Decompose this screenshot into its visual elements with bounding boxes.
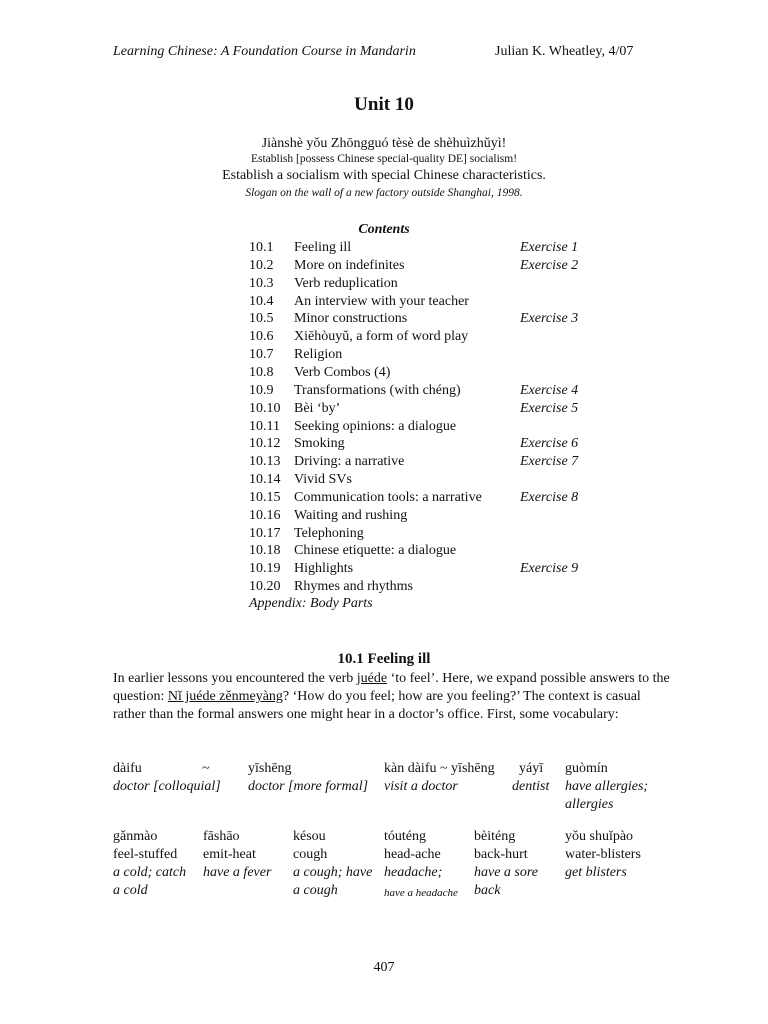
vocab-pinyin: gǎnmào — [113, 829, 158, 844]
contents-item — [249, 364, 649, 382]
page-number: 407 — [373, 960, 395, 975]
vocab-literal: head-ache — [384, 847, 441, 862]
contents-item-title: Waiting and rushing — [294, 507, 408, 523]
contents-item-exercise: Exercise 5 — [520, 400, 579, 416]
vocab-pinyin: tóuténg — [384, 829, 426, 844]
contents-item — [249, 525, 649, 543]
contents-item-number: 10.16 — [249, 507, 281, 523]
contents-item-title: Highlights — [294, 561, 354, 577]
contents-item-title: Religion — [294, 347, 343, 363]
vocab-literal: feel-stuffed — [113, 847, 178, 862]
epigraph-translation: Establish a socialism with special Chinese characteristics. — [222, 168, 546, 183]
contents-item-number: 10.8 — [249, 364, 274, 380]
contents-item-exercise: Exercise 4 — [520, 382, 579, 398]
contents-item — [249, 275, 649, 293]
contents-item-title: Transformations (with chéng) — [294, 382, 461, 398]
vocab-gloss: doctor [colloquial] — [113, 779, 221, 794]
question-phrase: Nǐ juéde zěnmeyàng — [167, 689, 283, 704]
contents-item-number: 10.14 — [249, 472, 281, 488]
epigraph-pinyin: Jiànshè yǒu Zhōngguó tèsè de shèhuìzhǔyì! — [261, 136, 507, 151]
contents-item — [249, 489, 649, 507]
vocab-literal: cough — [293, 847, 328, 862]
contents-item-exercise: Exercise 6 — [520, 436, 579, 452]
contents-item-title: Verb Combos (4) — [294, 364, 391, 380]
contents-item-number: 10.19 — [249, 561, 281, 577]
contents-item-title: Feeling ill — [294, 240, 352, 255]
contents-item-exercise: Exercise 8 — [520, 489, 579, 505]
vocab-pinyin: késou — [293, 829, 326, 844]
vocab-gloss: a cough — [293, 883, 338, 898]
contents-item-title: Communication tools: a narrative — [294, 489, 482, 505]
contents-item-title: Bèi ‘by’ — [294, 400, 341, 416]
vocab-gloss: a cold; catch — [113, 865, 187, 880]
vocab-pinyin: yǒu shuǐpào — [565, 829, 634, 844]
contents-item-title: Smoking — [294, 436, 345, 452]
contents-item — [249, 453, 649, 471]
contents-item-title: Telephoning — [294, 525, 364, 541]
vocab-gloss: have a sore — [474, 865, 539, 880]
contents-item-title: More on indefinites — [294, 257, 405, 273]
contents-item-title: Chinese etiquette: a dialogue — [294, 543, 457, 559]
contents-item — [249, 346, 649, 364]
running-header-title: Learning Chinese: A Foundation Course in Mandarin — [113, 44, 416, 59]
contents-item — [249, 257, 649, 275]
contents-item-number: 10.20 — [249, 579, 281, 595]
intro-text-1: In earlier lessons you encountered the verb — [113, 671, 357, 686]
section-title: 10.1 Feeling ill — [337, 651, 431, 667]
contents-appendix: Appendix: Body Parts — [249, 596, 373, 611]
contents-item-number: 10.17 — [249, 525, 281, 541]
contents-item-number: 10.6 — [249, 329, 274, 345]
vocab-pinyin: kàn dàifu ~ yīshēng — [384, 761, 495, 776]
contents-item-title: Driving: a narrative — [294, 454, 405, 470]
contents-item — [249, 578, 649, 596]
contents-item — [249, 400, 649, 418]
contents-item — [249, 382, 649, 400]
vocab-pinyin: yīshēng — [248, 761, 292, 776]
vocab-tilde: ~ — [202, 761, 210, 776]
term-juede: juéde — [356, 671, 388, 686]
vocab-literal: emit-heat — [203, 847, 256, 862]
contents-item-number: 10.3 — [249, 275, 274, 291]
vocab-literal: back-hurt — [474, 847, 528, 862]
contents-item-title: Minor constructions — [294, 311, 408, 327]
contents-item-number: 10.13 — [249, 454, 281, 470]
vocab-gloss: allergies — [565, 797, 614, 812]
contents-item-exercise: Exercise 9 — [520, 561, 579, 577]
contents-item-number: 10.7 — [249, 347, 274, 363]
contents-item — [249, 471, 649, 489]
contents-item — [249, 310, 649, 328]
vocab-gloss: visit a doctor — [384, 779, 458, 794]
contents-item-number: 10.15 — [249, 489, 281, 505]
intro-text-3: ? ‘How do you feel; how are you feeling?’ The context is casual rather than the formal answers one might hear in a doctor’s office. First, some vocabulary: — [113, 689, 641, 722]
vocab-gloss: get blisters — [565, 865, 627, 880]
vocab-pinyin: dàifu — [113, 761, 142, 776]
vocab-gloss: doctor [more formal] — [248, 779, 369, 794]
contents-item-title: Verb reduplication — [294, 275, 398, 291]
unit-title: Unit 10 — [354, 94, 414, 115]
contents-item-number: 10.4 — [249, 293, 274, 309]
vocab-pinyin: bèiténg — [474, 829, 516, 844]
intro-paragraph — [113, 670, 673, 724]
contents-item-title: Seeking opinions: a dialogue — [294, 418, 457, 434]
running-header-author: Julian K. Wheatley, 4/07 — [495, 44, 634, 59]
contents-item-number: 10.2 — [249, 257, 274, 273]
vocab-pinyin: yáyī — [519, 761, 544, 776]
vocab-gloss: have a headache — [384, 887, 458, 899]
contents-item-exercise: Exercise 3 — [520, 311, 579, 327]
contents-item-number: 10.18 — [249, 543, 281, 559]
vocab-pinyin: fāshāo — [203, 829, 240, 844]
contents-item-number: 10.11 — [249, 418, 280, 434]
vocab-gloss: dentist — [512, 779, 550, 794]
vocab-gloss: back — [474, 883, 501, 898]
vocab-literal: water-blisters — [565, 847, 641, 862]
contents-heading: Contents — [358, 222, 410, 237]
contents-item-number: 10.1 — [249, 240, 274, 255]
vocab-gloss: have a fever — [203, 865, 272, 880]
contents-item-title: Rhymes and rhythms — [294, 579, 413, 595]
contents-item — [249, 239, 649, 257]
contents-item-title: Xiēhòuyǔ, a form of word play — [294, 329, 469, 345]
contents-item-title: An interview with your teacher — [294, 293, 469, 309]
contents-item-number: 10.12 — [249, 436, 281, 452]
vocab-gloss: a cold — [113, 883, 148, 898]
contents-item — [249, 435, 649, 453]
contents-item — [249, 507, 649, 525]
contents-item — [249, 418, 649, 436]
contents-item-number: 10.9 — [249, 382, 274, 398]
contents-item — [249, 293, 649, 311]
contents-item-number: 10.10 — [249, 400, 281, 416]
epigraph-gloss: Establish [possess Chinese special-quality DE] socialism! — [250, 153, 518, 165]
vocab-gloss: have allergies; — [565, 779, 649, 794]
intro-text-2: ‘to feel’. Here, we expand possible answers to the question: — [113, 671, 670, 704]
contents-item — [249, 328, 649, 346]
contents-item-exercise: Exercise 7 — [520, 454, 579, 470]
contents-item-exercise: Exercise 2 — [520, 257, 579, 273]
epigraph-source: Slogan on the wall of a new factory outside Shanghai, 1998. — [245, 187, 523, 199]
vocab-gloss: headache; — [384, 865, 443, 880]
contents-item-number: 10.5 — [249, 311, 274, 327]
vocab-pinyin: guòmín — [565, 761, 608, 776]
contents-item — [249, 560, 649, 578]
contents-item — [249, 542, 649, 560]
vocab-gloss: a cough; have — [293, 865, 373, 880]
contents-item-exercise: Exercise 1 — [520, 240, 579, 255]
contents-item-title: Vivid SVs — [294, 472, 352, 488]
